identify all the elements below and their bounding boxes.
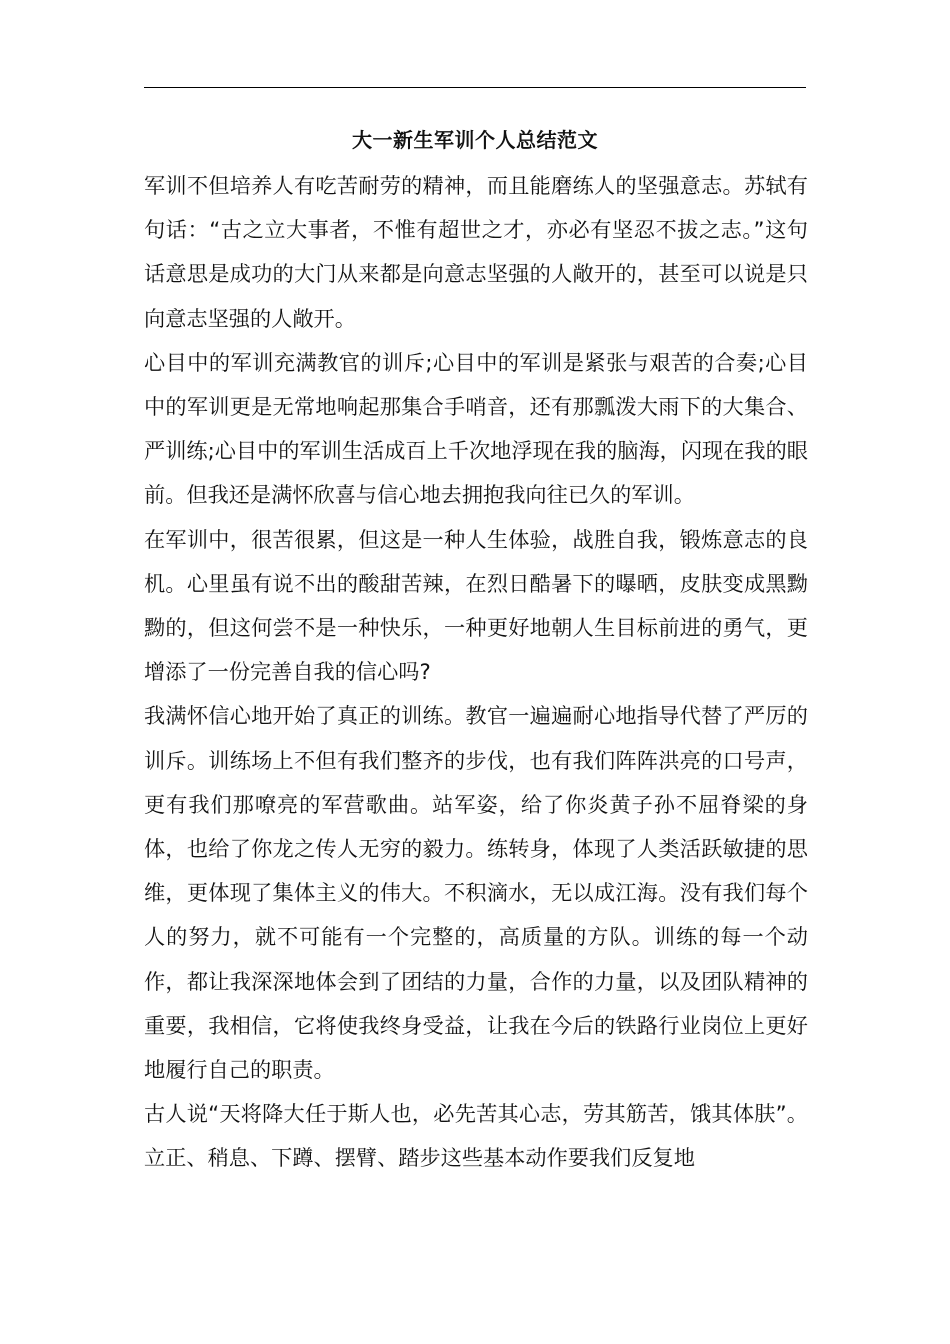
header-rule: [144, 87, 806, 88]
paragraph-3: 在军训中，很苦很累，但这是一种人生体验，战胜自我，锻炼意志的良机。心里虽有说不出的酸甜苦辣，在烈日酷暑下的曝晒，皮肤变成黑黝黝的，但这何尝不是一种快乐，一种更好地朝人生目标前进的勇气，更增添了一份完善自我的信心吗?: [144, 526, 808, 685]
paragraph-5: 古人说“天将降大任于斯人也，必先苦其心志，劳其筋苦，饿其体肤”。立正、稍息、下蹲、摆臂、踏步这些基本动作要我们反复地: [144, 1101, 808, 1171]
document-body: [144, 164, 808, 1181]
paragraph-2: 心目中的军训充满教官的训斥;心目中的军训是紧张与艰苦的合奏;心目中的军训更是无常地响起那集合手哨音，还有那瓢泼大雨下的大集合、严训练;心目中的军训生活成百上千次地浮现在我的脑海，闪现在我的眼前。但我还是满怀欣喜与信心地去拥抱我向往已久的军训。: [144, 349, 808, 508]
document-title: 大一新生军训个人总结范文: [352, 128, 598, 152]
paragraph-1: 军训不但培养人有吃苦耐劳的精神，而且能磨练人的坚强意志。苏轼有句话：“古之立大事者，不惟有超世之才，亦必有坚忍不拔之志。”这句话意思是成功的大门从来都是向意志坚强的人敞开的，甚至可以说是只向意志坚强的人敞开。: [144, 173, 808, 331]
paragraph-4: 我满怀信心地开始了真正的训练。教官一遍遍耐心地指导代替了严厉的训斥。训练场上不但有我们整齐的步伐，也有我们阵阵洪亮的口号声，更有我们那嘹亮的军营歌曲。站军姿，给了你炎黄子孙不屈脊梁的身体，也给了你龙之传人无穷的毅力。练转身，体现了人类活跃敏捷的思维，更体现了集体主义的伟大。不积滴水，无以成江海。没有我们每个人的努力，就不可能有一个完整的，高质量的方队。训练的每一个动作，都让我深深地体会到了团结的力量，合作的力量，以及团队精神的重要，我相信，它将使我终身受益，让我在今后的铁路行业岗位上更好地履行自己的职责。: [144, 703, 808, 1083]
